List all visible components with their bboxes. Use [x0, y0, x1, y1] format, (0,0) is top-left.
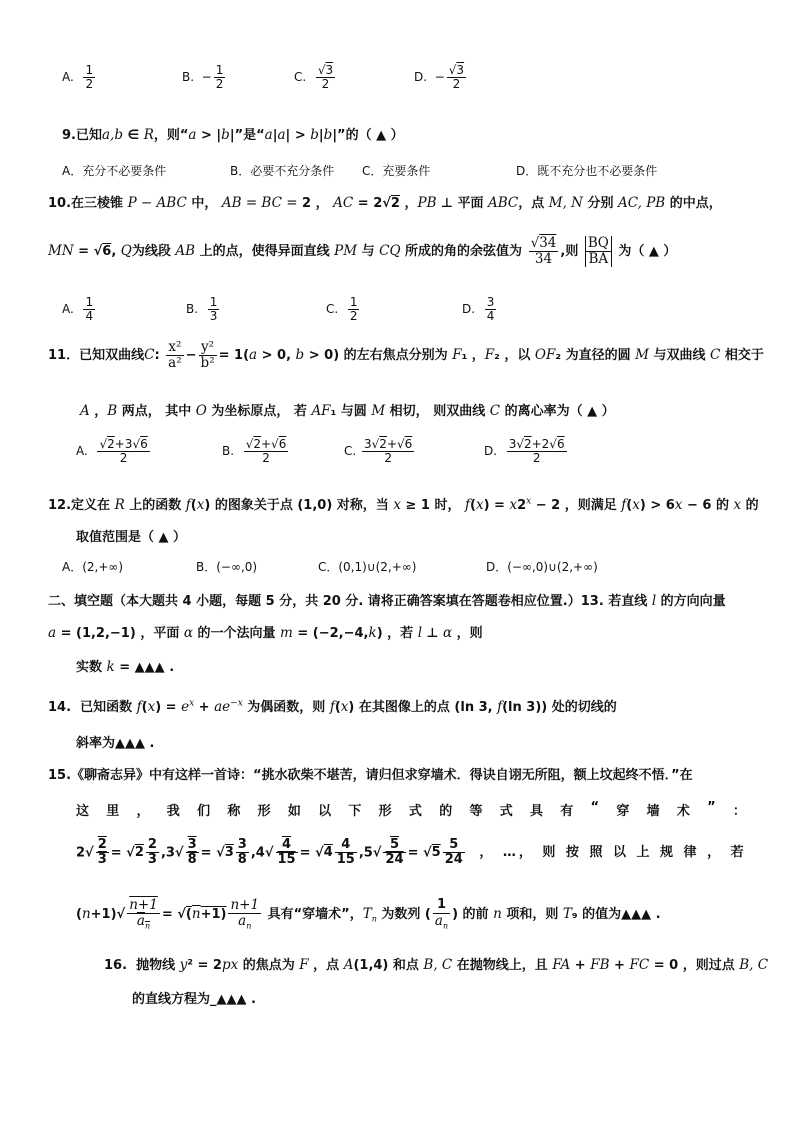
q15-formula-line: 2√ $\frac{2}{3}$ = √2 $\frac{2}{3}$ ,3√ $\frac{3}{8}$ = √3 $\frac{3}{8}$ ,4√ $\frac{4}{15}$ = √4 $\frac{4}{15}$ ,5√ $\frac{5}{24}$ = √5 $\frac{5}{24}$ ， …， 则 按 照 以 上 规 律 ， 若: [76, 837, 747, 868]
q10-option-d: D. $\frac{3}{4}$: [462, 295, 495, 324]
q10-option-c: C. $\frac{1}{2}$: [326, 295, 358, 324]
q10-line1: 10.在三棱锥 P − ABC 中， AB = BC = 2 ， AC = 2√2 ，PB ⊥ 平面 ABC，点 M, N 分别 AC, PB 的中点，: [48, 195, 722, 211]
q12-line1: 12.定义在 R 上的函数 f(x) 的图象关于点 (1,0) 对称，当 x ≥ 1 时， $f(x) = x2^x - 2$ ，则满足 f(x) > 6x − 6 的 x 的: [48, 496, 759, 513]
q10-line2: MN = √6, Q为线段 AB 上的点，使得异面直线 PM 与 CQ 所成的角的余弦值为 $\frac{√34}{34}$ ,则 $\frac{BQ}{BA}$ 为（ ▲ ）: [48, 235, 677, 267]
q14-line2: 斜率为▲▲▲ .: [76, 736, 155, 751]
q16-line2: 的直线方程为_▲▲▲ .: [132, 992, 256, 1007]
q8-option-a: A. $\frac{1}{2}$: [62, 63, 94, 92]
q11-line1: 11．已知双曲线C: $\frac{\text{x²}}{\text{a²}}$ − $\frac{\text{y²}}{\text{b²}}$ = 1(a > 0, b > 0) 的左右焦点分别为 F₁ ，F₂ ，以 OF₂ 为直径的圆 M 与双曲线 C 相交于: [48, 339, 764, 371]
q13-line3: 实数 k = ▲▲▲ .: [76, 659, 175, 675]
q10-option-b: B. $\frac{1}{3}$: [186, 295, 218, 324]
q16-line1: 16. 抛物线 y² = 2px 的焦点为 F ，点 A(1,4) 和点 B, C 在抛物线上，且 FA + FB + FC = 0 ，则过点 B, C: [104, 957, 769, 973]
q12-option-b: B．(−∞,0): [196, 560, 258, 574]
q14-line1: 14. 已知函数 $f(x) = e^x + ae^{-x}$ 为偶函数，则 f(x) 在其图像上的点 (ln 3, f(ln 3)) 处的切线的: [48, 698, 617, 715]
q12-option-d: D．(−∞,0)∪(2,+∞): [486, 560, 598, 574]
q8-option-d: D. − $\frac{√3}{2}$: [414, 63, 465, 92]
q15-line2: 这 里 ， 我 们 称 形 如 以 下 形 式 的 等 式 具 有 “ 穿 墙 术 ” ：: [76, 800, 746, 819]
q10-option-a: A. $\frac{1}{4}$: [62, 295, 94, 324]
q9-stem: 9.已知a,b ∈ R，则“a > |b|”是“a|a| > b|b|”的（ ▲ ）: [62, 127, 404, 143]
q12-line2: 取值范围是（ ▲ ）: [76, 530, 187, 545]
q11-line2: A ，B 两点， 其中 O 为坐标原点， 若 AF₁ 与圆 M 相切， 则双曲线 C 的离心率为（ ▲ ）: [80, 403, 615, 419]
q15-line4: (n+1)√ $\frac{n+1}{a_n}$ = √(n+1) $\frac{n+1}{a_n}$ 具有“穿墙术”，$T_n$ 为数列 ( $\frac{1}{a_n}$ ) 的前 n 项和，则 T₉ 的值为▲▲▲ .: [76, 897, 661, 931]
q8-option-b: B. − $\frac{1}{2}$: [182, 63, 224, 92]
q13-line2: a = (1,2,−1) ，平面 α 的一个法向量 m = (−2,−4,k) ，若 l ⊥ α ，则: [48, 625, 483, 641]
section2-heading: 二、填空题（本大题共 4 小题，每题 5 分，共 20 分. 请将正确答案填在答题卷相应位置.）13. 若直线 l 的方向向量: [48, 593, 726, 609]
q15-line3-tail: ， …， 则 按 照 以 上 规 律 ， 若: [479, 845, 747, 861]
q15-line1: 15.《聊斋志异》中有这样一首诗：“挑水砍柴不堪苦，请归但求穿墙术．得诀自诩无所阻，额上坟起终不悟．”在: [48, 768, 693, 783]
q11-option-b: B. $\frac{√2+√6}{2}$: [222, 437, 287, 466]
q12-option-a: A．(2,+∞): [62, 560, 124, 574]
q9-option-a: A．充分不必要条件: [62, 164, 167, 178]
q11-option-a: A. $\frac{√2+3√6}{2}$: [76, 437, 148, 466]
q11-option-c: C. $\frac{3√2+√6}{2}$: [344, 437, 413, 466]
q9-option-c: C．充要条件: [362, 164, 431, 178]
q9-option-d: D．既不充分也不必要条件: [516, 164, 658, 178]
q11-option-d: D. $\frac{3√2+2√6}{2}$: [484, 437, 565, 466]
q8-option-c: C. $\frac{√3}{2}$: [294, 63, 334, 92]
q9-option-b: B．必要不充分条件: [230, 164, 335, 178]
q12-option-c: C．(0,1)∪(2,+∞): [318, 560, 417, 574]
